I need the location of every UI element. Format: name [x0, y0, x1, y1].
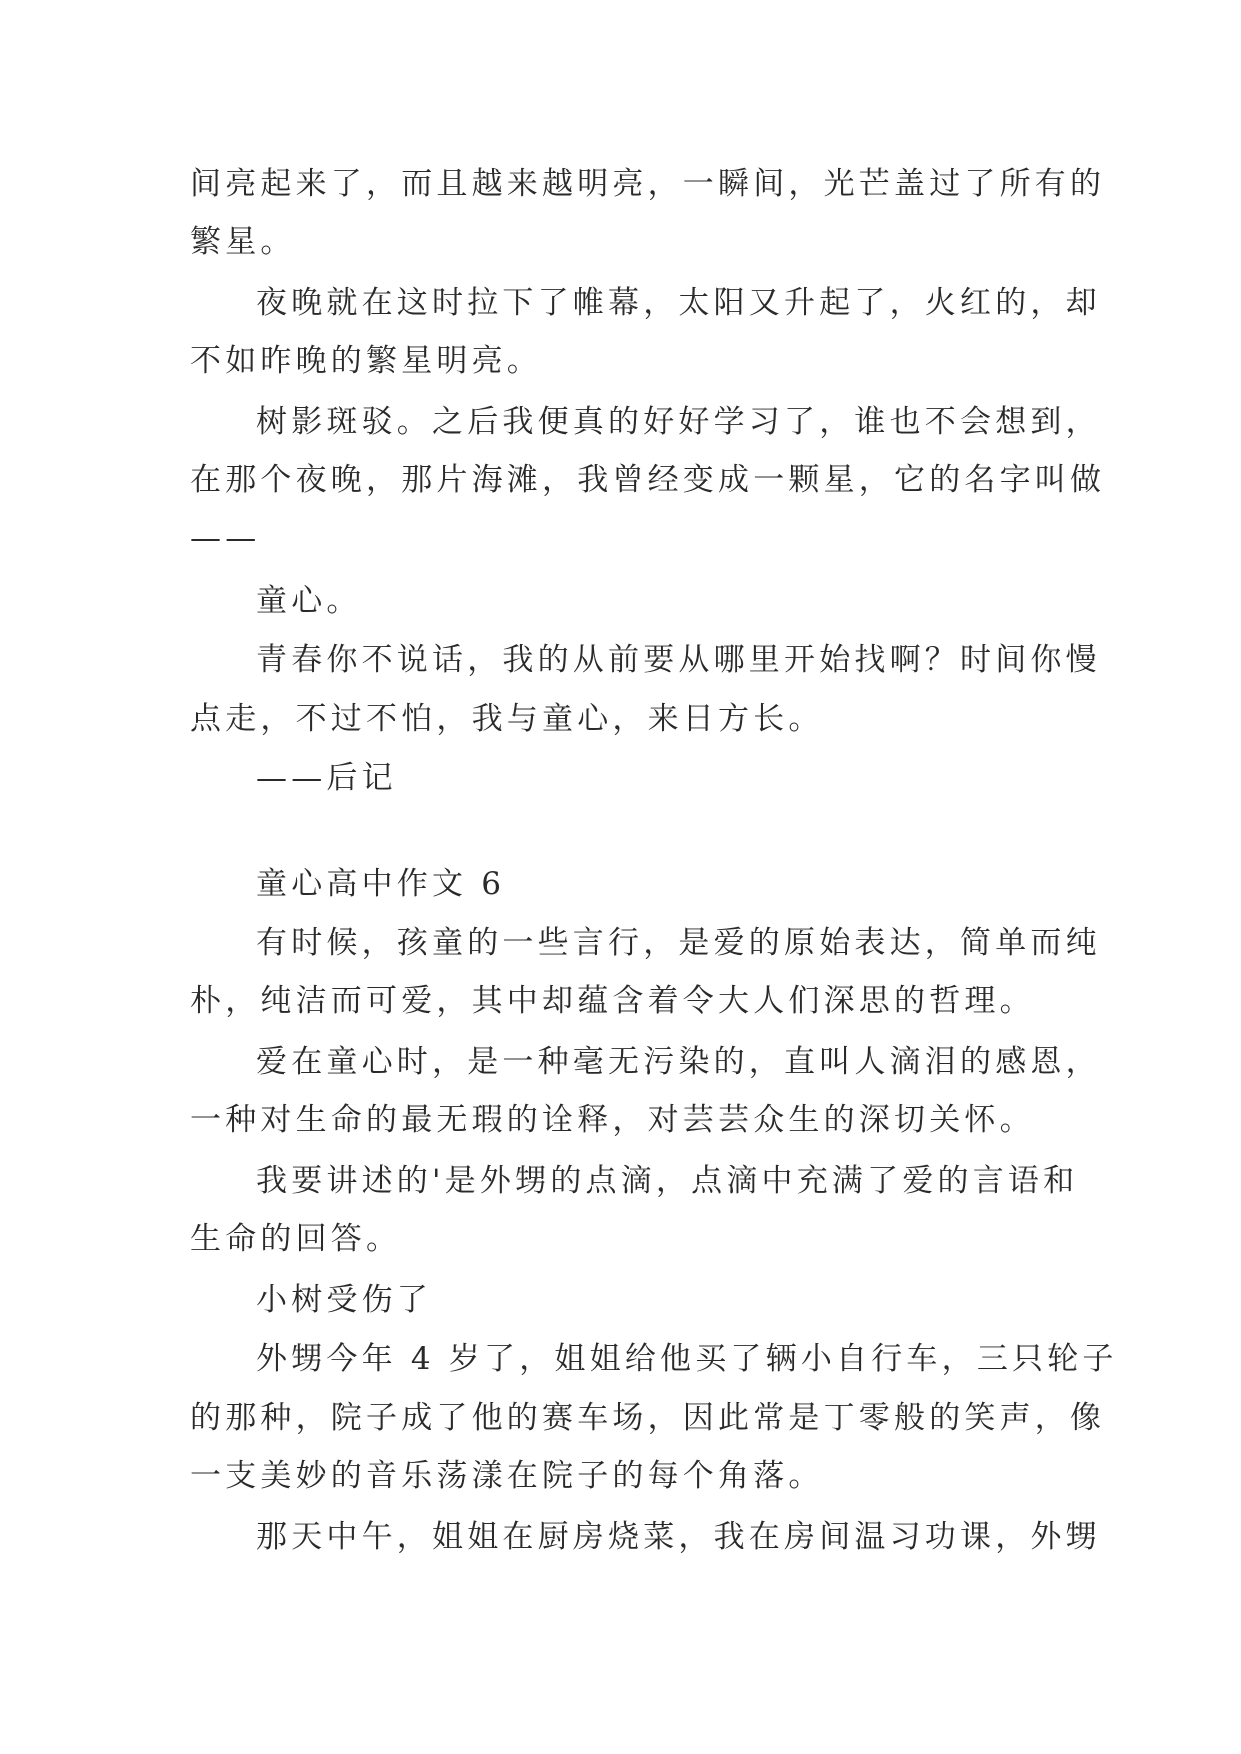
text-line: 小树受伤了: [256, 1282, 432, 1318]
text-line: 不如昨晚的繁星明亮。: [190, 343, 542, 379]
text-line: 我要讲述的'是外甥的点滴，点滴中充满了爱的言语和: [256, 1163, 1079, 1199]
text-line: 繁星。: [190, 224, 296, 260]
text-line: 一种对生命的最无瑕的诠释，对芸芸众生的深切关怀。: [190, 1102, 1035, 1138]
text-line: 点走，不过不怕，我与童心，来日方长。: [190, 701, 824, 737]
section-heading: 童心高中作文 6: [256, 866, 506, 902]
text-line: 那天中午，姐姐在厨房烧菜，我在房间温习功课，外甥: [256, 1519, 1101, 1555]
text-line: 童心。: [256, 583, 362, 619]
text-line: 一支美妙的音乐荡漾在院子的每个角落。: [190, 1458, 824, 1494]
text-line: ——后记: [256, 760, 397, 796]
text-line: ——: [190, 520, 261, 556]
text-line: 青春你不说话，我的从前要从哪里开始找啊？时间你慢: [256, 642, 1101, 678]
text-line: 间亮起来了，而且越来越明亮，一瞬间，光芒盖过了所有的: [190, 166, 1106, 202]
text-line: 有时候，孩童的一些言行，是爱的原始表达，简单而纯: [256, 925, 1101, 961]
text-line: 外甥今年 4 岁了，姐姐给他买了辆小自行车，三只轮子: [256, 1341, 1118, 1377]
text-line: 朴，纯洁而可爱，其中却蕴含着令大人们深思的哲理。: [190, 983, 1035, 1019]
text-line: 在那个夜晚，那片海滩，我曾经变成一颗星，它的名字叫做: [190, 462, 1106, 498]
text-line: 夜晚就在这时拉下了帷幕，太阳又升起了，火红的，却: [256, 285, 1101, 321]
text-line: 的那种，院子成了他的赛车场，因此常是丁零般的笑声，像: [190, 1400, 1106, 1436]
text-line: 爱在童心时，是一种毫无污染的，直叫人滴泪的感恩，: [256, 1044, 1101, 1080]
text-line: 生命的回答。: [190, 1221, 402, 1257]
text-line: 树影斑驳。之后我便真的好好学习了，谁也不会想到，: [256, 404, 1101, 440]
